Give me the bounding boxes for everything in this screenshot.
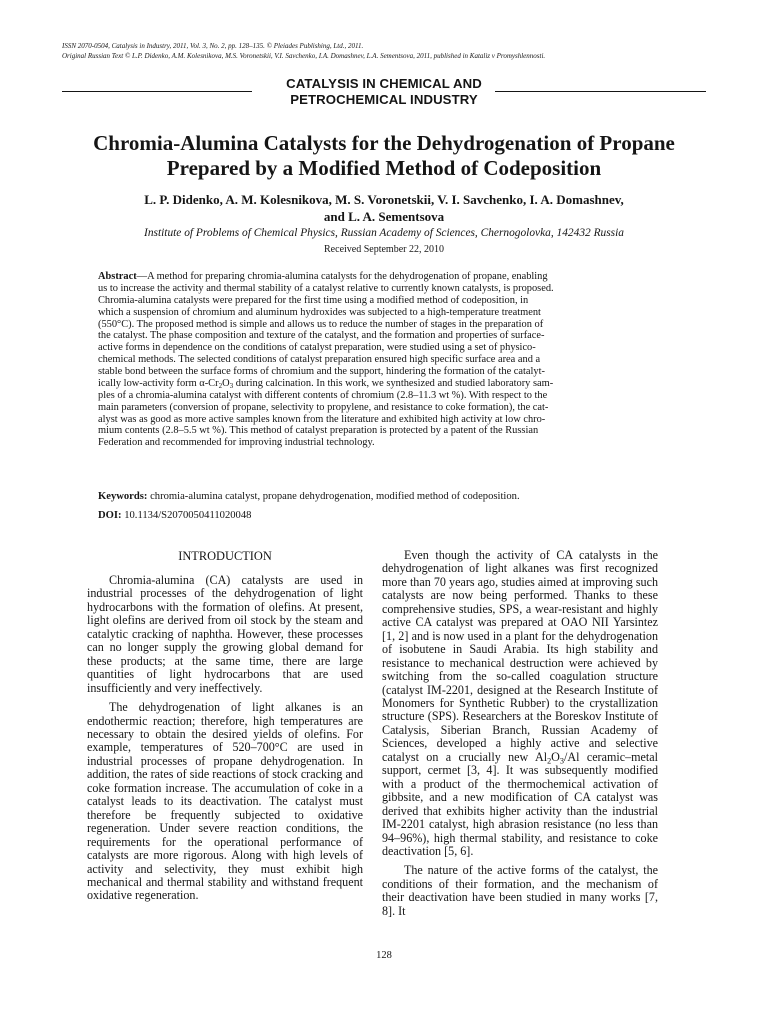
doi-label: DOI: [98, 510, 122, 521]
abstract-line: (550°C). The proposed method is simple and allows us to reduce the number of stages in the preparation of [98, 318, 544, 330]
abstract-line: ically low-activity form $\alpha-Cr_2O_3$ during calcination. In this work, we synthesized and studied laboratory sam- [98, 377, 554, 390]
abstract-line: active forms in dependence on the conditions of catalyst preparation, were studied using a set of physico- [98, 342, 536, 354]
paragraph: Even though the activity of CA catalysts in the dehydrogenation of light alkanes was first recognized more than 70 years ago, studies aimed at improving such catalysts are now being performed. Thanks to these comprehensive studies, SPS, a wear-resistant and highly active CA catalyst was prepared at OAO NII Yarsintez [1, 2] and is now used in a plant for the dehydrogenation of isobutene in Saudi Arabia. Its high stability and resistance to mechanical destruction were achieved by switching from the so-called coagulation structure (catalyst IM-2201, designed at the Research Institute of Monomers for Synthetic Rubber) to the crystallization structure (SPS). Researchers at the Boreskov Institute of Catalysis, Siberian Branch, Russian Academy of Sciences, developed a highly active and selective catalyst on a crucially new $Al_2O_3/Al$ ceramic–metal support, cermet [3, 4]. It was subsequently modified with a product of the thermochemical activation of gibbsite, and a new modification of CA catalyst was derived that exhibits higher activity than the industrial IM-2201 catalyst, high abrasion resistance (no less than 94–96%), high thermal stability, and resistance to coke deactivation [5, 6]. [382, 548, 658, 858]
keywords [98, 490, 678, 503]
abstract-line: which a suspension of chromium and aluminum hydroxides was subjected to a high-temperature treatment [98, 306, 541, 318]
right-column [382, 549, 658, 918]
paper-title-line2: Prepared by a Modified Method of Codeposition [166, 156, 602, 180]
author-list-line1: L. P. Didenko, A. M. Kolesnikova, M. S. Voronetskii, V. I. Savchenko, I. A. Domashnev, [144, 192, 624, 207]
left-column [87, 574, 363, 903]
keywords-label: Keywords: [98, 491, 148, 502]
keywords-text: chromia-alumina catalyst, propane dehydrogenation, modified method of codeposition. [150, 491, 520, 502]
paper-title [62, 131, 706, 181]
abstract-line: main parameters (conversion of propane, selectivity to propylene, and resistance to coke formation), the cat- [98, 401, 549, 413]
abstract [98, 271, 670, 449]
doi-link[interactable]: 10.1134/S2070050411020048 [124, 510, 252, 521]
paragraph: The dehydrogenation of light alkanes is an endothermic reaction; therefore, high temperatures are necessary to obtain the desired yields of olefins. For example, temperatures of 520–700°C are used in industrial processes of propane dehydrogenation. In addition, the rates of side reactions of stock cracking and coke formation increase. The accumulation of coke in a catalyst leads to its deactivation. The catalyst must therefore be frequently subjected to oxidative regeneration. Under severe reaction conditions, the requirements for the operational performance of catalysts are more rigorous. Along with high levels of activity and selectivity, they must exhibit high mechanical and thermal stability and withstand frequent oxidative regeneration. [87, 700, 363, 903]
abstract-line: ples of a chromia-alumina catalyst with different contents of chromium (2.8–11.3 wt %). With respect to the [98, 389, 548, 401]
abstract-line: Chromia-alumina catalysts were prepared for the first time using a modified method of codeposition, in [98, 294, 529, 306]
paper-title-line1: Chromia-Alumina Catalysts for the Dehydrogenation of Propane [93, 131, 675, 155]
section-heading [0, 76, 768, 108]
section-heading-line2: PETROCHEMICAL INDUSTRY [290, 92, 478, 107]
introduction-heading: INTRODUCTION [178, 549, 272, 563]
doi [98, 509, 678, 522]
received-date: Received September 22, 2010 [324, 244, 444, 255]
abstract-line: chemical methods. The selected conditions of catalyst preparation ensured high specific surface area and a [98, 354, 541, 366]
institution: Institute of Problems of Chemical Physics, Russian Academy of Sciences, Chernogolovka, 142432 Russia [144, 227, 624, 239]
abstract-line: Abstract—A method for preparing chromia-alumina catalysts for the dehydrogenation of propane, enabling [98, 271, 548, 282]
author-list [62, 191, 706, 225]
abstract-line: Federation and recommended for improving industrial technology. [98, 437, 375, 449]
abstract-line: alyst was as good as more active samples known from the literature and exhibited high activity at low chro- [98, 413, 546, 425]
page-number: 128 [376, 950, 392, 961]
paragraph: The nature of the active forms of the catalyst, the conditions of their formation, and the mechanism of their deactivation have been studied in many works [7, 8]. It [382, 863, 658, 918]
abstract-line: stable bond between the surface forms of chromium and the support, hindering the formation of the catalyt- [98, 366, 545, 377]
section-heading-line1: CATALYSIS IN CHEMICAL AND [286, 76, 482, 91]
abstract-line: mium contents (2.8–5.5 wt %). This method of catalyst preparation is protected by a patent of the Russian [98, 425, 539, 437]
citation-line: ISSN 2070-0504, Catalysis in Industry, 2011, Vol. 3, No. 2, pp. 128–135. © Pleiades Publishing, Ltd., 2011. [62, 42, 364, 50]
paragraph: Chromia-alumina (CA) catalysts are used in industrial processes of the dehydrogenation of light hydrocarbons with the formation of olefins. At present, light olefins are derived from oil stock by the steam and catalytic cracking of naphtha. However, these processes can no longer supply the growing global demand for these products; at the same time, there are large quantities of light hydrocarbons that are used insufficiently and very ineffectively. [87, 573, 363, 695]
author-list-line2: and L. A. Sementsova [323, 209, 445, 224]
abstract-label: Abstract [98, 271, 137, 282]
original-text-line: Original Russian Text © L.P. Didenko, A.M. Kolesnikova, M.S. Voronetskii, V.I. Savchenko, I.A. Domashnev, L.A. Sementsova, 2011, published in Kataliz v Promyshlennosti. [62, 52, 546, 60]
abstract-line: the catalyst. The phase composition and texture of the catalyst, and the formation and properties of surface- [98, 330, 545, 342]
abstract-line: us to increase the activity and thermal stability of a catalyst relative to currently known catalysts, is proposed. [98, 282, 554, 294]
